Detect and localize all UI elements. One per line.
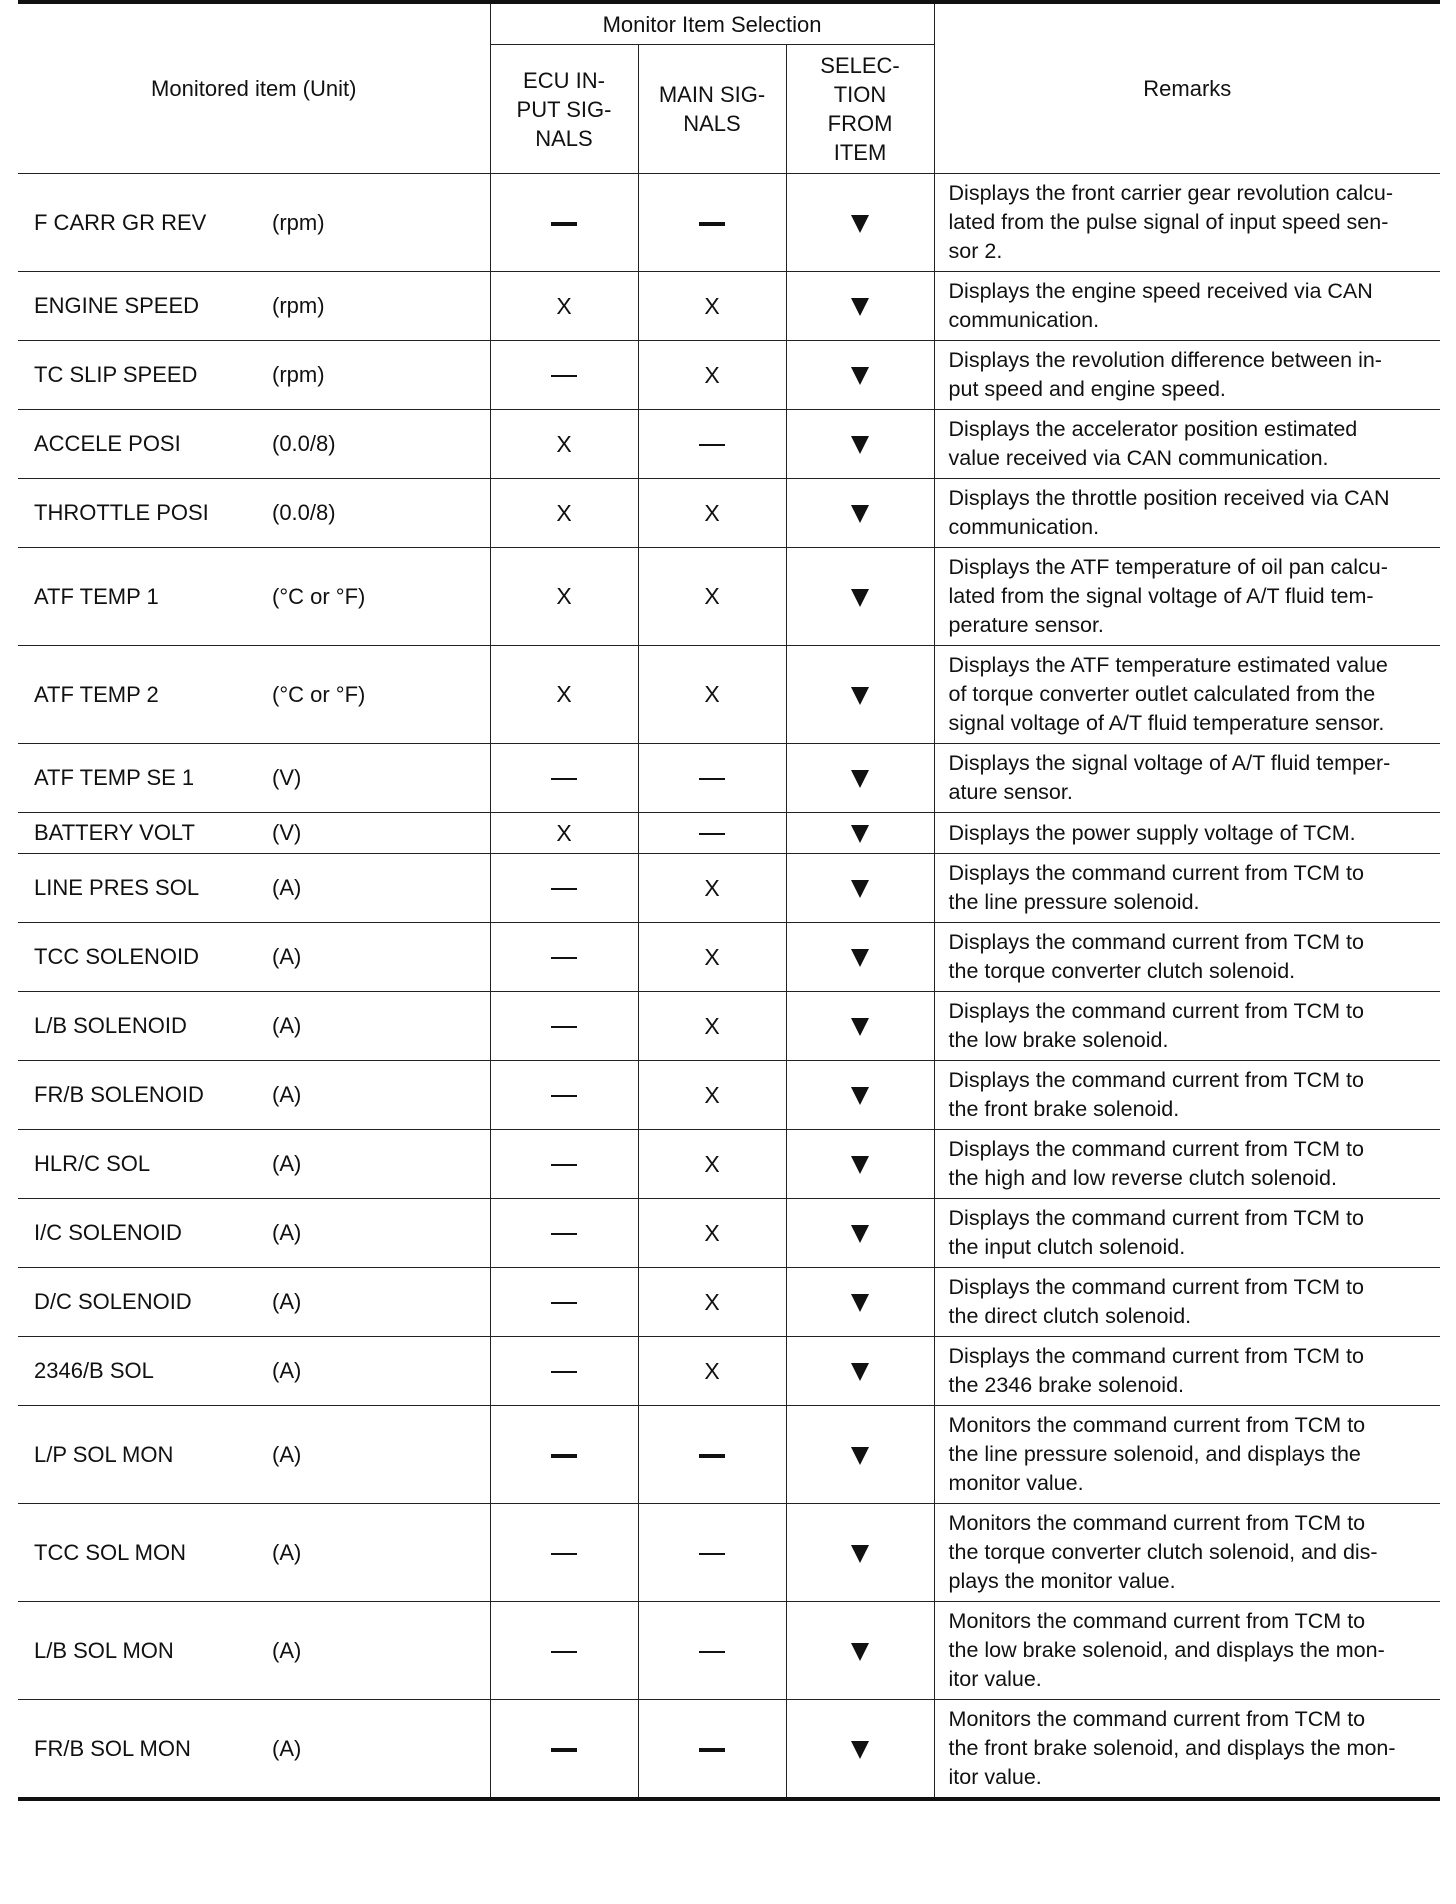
item-unit: (rpm) (272, 209, 325, 235)
ecu-input-signal-cell (490, 813, 638, 854)
not-included-dash (551, 1302, 577, 1304)
item-name: TC SLIP SPEED (34, 362, 198, 387)
table-row (18, 1406, 1440, 1504)
selection-from-item-cell (786, 548, 934, 646)
main-signal-cell (638, 646, 786, 744)
item-name: THROTTLE POSI (34, 500, 209, 525)
table-row (18, 174, 1440, 272)
item-name: TCC SOL MON (34, 1539, 186, 1565)
down-triangle-icon (851, 770, 869, 788)
down-triangle-icon (851, 880, 869, 898)
down-triangle-icon (851, 1363, 869, 1381)
remark-cell: Displays the command current from TCM to the low brake solenoid. (934, 992, 1440, 1061)
item-unit: (rpm) (272, 293, 325, 318)
item-unit: (°C or °F) (272, 681, 366, 707)
table-row (18, 1504, 1440, 1602)
main-signal-cell (638, 1504, 786, 1602)
monitored-item-cell (18, 854, 490, 923)
item-name: BATTERY VOLT (34, 820, 195, 845)
item-unit: (A) (272, 1539, 302, 1565)
selection-from-item-cell (786, 1268, 934, 1337)
included-mark: X (704, 1288, 720, 1315)
ecu-input-signal-cell (490, 174, 638, 272)
remark-cell: Displays the throttle position received via CAN communication. (934, 479, 1440, 548)
down-triangle-icon (851, 215, 869, 233)
selection-from-item-cell (786, 1700, 934, 1800)
item-name: F CARR GR REV (34, 209, 207, 235)
remark-cell: Displays the command current from TCM to the torque converter clutch solenoid. (934, 923, 1440, 992)
not-included-dash (699, 778, 725, 780)
ecu-input-signal-cell (490, 548, 638, 646)
remark-cell: Monitors the command current from TCM to the torque converter clutch solenoid, and dis- plays the monitor value. (934, 1504, 1440, 1602)
ecu-input-signal-cell (490, 1406, 638, 1504)
ecu-input-signal-cell (490, 1337, 638, 1406)
monitored-item-cell (18, 1268, 490, 1337)
included-mark: X (704, 292, 720, 319)
table-row (18, 813, 1440, 854)
not-included-dash (551, 888, 577, 890)
included-mark: X (556, 292, 572, 319)
remark-cell: Displays the power supply voltage of TCM. (934, 813, 1440, 854)
selection-from-item-cell (786, 174, 934, 272)
monitored-item-cell (18, 1130, 490, 1199)
remark-cell: Displays the accelerator position estimated value received via CAN communication. (934, 410, 1440, 479)
down-triangle-icon (851, 687, 869, 705)
table-body (18, 174, 1440, 1800)
monitored-item-cell (18, 174, 490, 272)
remark-cell: Displays the ATF temperature estimated value of torque converter outlet calculated from the signal voltage of A/T fluid temperature sensor. (934, 646, 1440, 744)
remark-cell: Displays the front carrier gear revolution calcu- lated from the pulse signal of input speed sen- sor 2. (934, 174, 1440, 272)
table-row (18, 1130, 1440, 1199)
table-row (18, 646, 1440, 744)
selection-from-item-cell (786, 854, 934, 923)
not-included-dash (699, 1553, 725, 1555)
main-signal-cell (638, 1337, 786, 1406)
item-name: L/B SOLENOID (34, 1013, 187, 1038)
not-included-dash (551, 1454, 577, 1458)
monitored-item-cell (18, 1504, 490, 1602)
down-triangle-icon (851, 1643, 869, 1661)
item-name: ATF TEMP 1 (34, 583, 159, 609)
item-unit: (A) (272, 1637, 302, 1663)
item-name: TCC SOLENOID (34, 944, 200, 969)
selection-from-item-cell (786, 1061, 934, 1130)
item-unit: (rpm) (272, 362, 325, 387)
main-signal-cell (638, 410, 786, 479)
monitored-item-cell (18, 410, 490, 479)
not-included-dash (699, 222, 725, 226)
monitored-item-cell (18, 1602, 490, 1700)
header-monitor-item-selection: Monitor Item Selection (490, 2, 934, 45)
monitored-item-cell (18, 813, 490, 854)
not-included-dash (551, 1748, 577, 1752)
not-included-dash (551, 1095, 577, 1097)
selection-from-item-cell (786, 479, 934, 548)
remark-cell: Monitors the command current from TCM to the line pressure solenoid, and displays the monitor value. (934, 1406, 1440, 1504)
monitored-item-cell (18, 1337, 490, 1406)
header-remarks: Remarks (934, 2, 1440, 174)
remark-cell: Displays the command current from TCM to the input clutch solenoid. (934, 1199, 1440, 1268)
down-triangle-icon (851, 1156, 869, 1174)
not-included-dash (551, 1233, 577, 1235)
ecu-input-signal-cell (490, 1061, 638, 1130)
selection-from-item-cell (786, 992, 934, 1061)
ecu-input-signal-cell (490, 1268, 638, 1337)
included-mark: X (704, 874, 720, 901)
ecu-input-signal-cell (490, 854, 638, 923)
monitored-item-cell (18, 479, 490, 548)
ecu-input-signal-cell (490, 992, 638, 1061)
selection-from-item-cell (786, 1602, 934, 1700)
down-triangle-icon (851, 1018, 869, 1036)
main-signal-cell (638, 548, 786, 646)
remark-cell: Displays the command current from TCM to the direct clutch solenoid. (934, 1268, 1440, 1337)
item-unit: (A) (272, 1289, 302, 1314)
included-mark: X (704, 361, 720, 388)
not-included-dash (551, 1026, 577, 1028)
table-row (18, 1602, 1440, 1700)
item-unit: (A) (272, 1013, 302, 1038)
item-unit: (A) (272, 1151, 302, 1176)
monitored-item-cell (18, 646, 490, 744)
included-mark: X (556, 583, 572, 609)
remark-cell: Displays the command current from TCM to the line pressure solenoid. (934, 854, 1440, 923)
main-signal-cell (638, 341, 786, 410)
included-mark: X (556, 499, 572, 526)
remark-cell: Displays the command current from TCM to the 2346 brake solenoid. (934, 1337, 1440, 1406)
table-row (18, 854, 1440, 923)
down-triangle-icon (851, 1087, 869, 1105)
table-row (18, 1337, 1440, 1406)
remark-cell: Monitors the command current from TCM to the low brake solenoid, and displays the mon- itor value. (934, 1602, 1440, 1700)
selection-from-item-cell (786, 1504, 934, 1602)
item-unit: (V) (272, 765, 302, 790)
down-triangle-icon (851, 589, 869, 607)
table-row (18, 410, 1440, 479)
down-triangle-icon (851, 436, 869, 454)
included-mark: X (704, 1357, 720, 1384)
included-mark: X (704, 1081, 720, 1108)
selection-from-item-cell (786, 341, 934, 410)
main-signal-cell (638, 1700, 786, 1800)
item-name: HLR/C SOL (34, 1151, 151, 1176)
not-included-dash (699, 444, 725, 446)
item-unit: (A) (272, 1441, 302, 1467)
main-signal-cell (638, 1602, 786, 1700)
down-triangle-icon (851, 298, 869, 316)
main-signal-cell (638, 923, 786, 992)
item-name: ATF TEMP SE 1 (34, 765, 195, 790)
item-unit: (°C or °F) (272, 583, 366, 609)
item-unit: (A) (272, 1082, 302, 1107)
table-row (18, 479, 1440, 548)
main-signal-cell (638, 1130, 786, 1199)
monitored-item-cell (18, 272, 490, 341)
table-row (18, 923, 1440, 992)
monitored-item-cell (18, 341, 490, 410)
monitored-item-cell (18, 1700, 490, 1800)
ecu-input-signal-cell (490, 923, 638, 992)
ecu-input-signal-cell (490, 479, 638, 548)
item-unit: (A) (272, 1220, 302, 1245)
included-mark: X (556, 681, 572, 707)
remark-cell: Monitors the command current from TCM to the front brake solenoid, and displays the mon- itor value. (934, 1700, 1440, 1800)
main-signal-cell (638, 174, 786, 272)
item-name: FR/B SOL MON (34, 1735, 191, 1761)
monitored-item-cell (18, 1061, 490, 1130)
ecu-input-signal-cell (490, 410, 638, 479)
ecu-input-signal-cell (490, 1130, 638, 1199)
monitored-item-cell (18, 744, 490, 813)
not-included-dash (699, 833, 725, 835)
header-monitored-item: Monitored item (Unit) (18, 2, 490, 174)
item-name: ENGINE SPEED (34, 293, 200, 318)
table-row (18, 272, 1440, 341)
header-ecu-input-signals: ECU IN- PUT SIG- NALS (490, 45, 638, 174)
included-mark: X (704, 1150, 720, 1177)
monitored-item-cell (18, 1406, 490, 1504)
down-triangle-icon (851, 949, 869, 967)
included-mark: X (704, 583, 720, 609)
down-triangle-icon (851, 1225, 869, 1243)
main-signal-cell (638, 992, 786, 1061)
ecu-input-signal-cell (490, 1700, 638, 1800)
item-unit: (0.0/8) (272, 500, 336, 525)
main-signal-cell (638, 1268, 786, 1337)
main-signal-cell (638, 854, 786, 923)
down-triangle-icon (851, 1294, 869, 1312)
down-triangle-icon (851, 1545, 869, 1563)
selection-from-item-cell (786, 410, 934, 479)
included-mark: X (704, 943, 720, 970)
selection-from-item-cell (786, 744, 934, 813)
remark-cell: Displays the command current from TCM to the front brake solenoid. (934, 1061, 1440, 1130)
not-included-dash (699, 1651, 725, 1653)
main-signal-cell (638, 1061, 786, 1130)
remark-cell: Displays the signal voltage of A/T fluid temper- ature sensor. (934, 744, 1440, 813)
item-name: L/P SOL MON (34, 1441, 174, 1467)
not-included-dash (699, 1454, 725, 1458)
remark-cell: Displays the engine speed received via CAN communication. (934, 272, 1440, 341)
not-included-dash (551, 1371, 577, 1373)
item-name: LINE PRES SOL (34, 875, 200, 900)
not-included-dash (551, 957, 577, 959)
item-name: ACCELE POSI (34, 431, 181, 456)
not-included-dash (551, 375, 577, 377)
monitored-item-cell (18, 548, 490, 646)
item-name: D/C SOLENOID (34, 1289, 192, 1314)
selection-from-item-cell (786, 813, 934, 854)
ecu-input-signal-cell (490, 744, 638, 813)
included-mark: X (704, 1219, 720, 1246)
ecu-input-signal-cell (490, 272, 638, 341)
remark-cell: Displays the ATF temperature of oil pan calcu- lated from the signal voltage of A/T fluid tem- perature sensor. (934, 548, 1440, 646)
table-row (18, 1199, 1440, 1268)
down-triangle-icon (851, 1447, 869, 1465)
item-unit: (A) (272, 875, 302, 900)
selection-from-item-cell (786, 1199, 934, 1268)
table-row (18, 1061, 1440, 1130)
included-mark: X (704, 1012, 720, 1039)
item-name: L/B SOL MON (34, 1637, 174, 1663)
not-included-dash (551, 222, 577, 226)
item-unit: (A) (272, 1735, 302, 1761)
item-unit: (A) (272, 944, 302, 969)
item-name: FR/B SOLENOID (34, 1082, 204, 1107)
not-included-dash (551, 1651, 577, 1653)
included-mark: X (704, 499, 720, 526)
not-included-dash (551, 1164, 577, 1166)
ecu-input-signal-cell (490, 646, 638, 744)
table-header (18, 2, 1440, 174)
item-name: 2346/B SOL (34, 1358, 154, 1383)
included-mark: X (556, 819, 572, 846)
ecu-input-signal-cell (490, 341, 638, 410)
included-mark: X (704, 681, 720, 707)
selection-from-item-cell (786, 272, 934, 341)
selection-from-item-cell (786, 923, 934, 992)
selection-from-item-cell (786, 646, 934, 744)
table-row (18, 744, 1440, 813)
monitored-item-cell (18, 992, 490, 1061)
down-triangle-icon (851, 1741, 869, 1759)
not-included-dash (551, 778, 577, 780)
table-row (18, 1268, 1440, 1337)
main-signal-cell (638, 1406, 786, 1504)
monitor-item-table-page (18, 0, 1440, 1801)
not-included-dash (551, 1553, 577, 1555)
ecu-input-signal-cell (490, 1602, 638, 1700)
main-signal-cell (638, 272, 786, 341)
down-triangle-icon (851, 825, 869, 843)
table-row (18, 341, 1440, 410)
down-triangle-icon (851, 367, 869, 385)
table-row (18, 992, 1440, 1061)
main-signal-cell (638, 813, 786, 854)
monitor-item-table (18, 0, 1440, 1801)
item-unit: (0.0/8) (272, 431, 336, 456)
not-included-dash (699, 1748, 725, 1752)
item-name: ATF TEMP 2 (34, 681, 159, 707)
item-unit: (V) (272, 820, 302, 845)
selection-from-item-cell (786, 1130, 934, 1199)
remark-cell: Displays the revolution difference between in- put speed and engine speed. (934, 341, 1440, 410)
header-main-signals: MAIN SIG- NALS (638, 45, 786, 174)
down-triangle-icon (851, 505, 869, 523)
table-row (18, 548, 1440, 646)
remark-cell: Displays the command current from TCM to the high and low reverse clutch solenoid. (934, 1130, 1440, 1199)
item-name: I/C SOLENOID (34, 1220, 182, 1245)
included-mark: X (556, 430, 572, 457)
monitored-item-cell (18, 923, 490, 992)
main-signal-cell (638, 479, 786, 548)
monitored-item-cell (18, 1199, 490, 1268)
ecu-input-signal-cell (490, 1199, 638, 1268)
main-signal-cell (638, 744, 786, 813)
selection-from-item-cell (786, 1337, 934, 1406)
ecu-input-signal-cell (490, 1504, 638, 1602)
main-signal-cell (638, 1199, 786, 1268)
header-selection-from-item: SELEC- TION FROM ITEM (786, 45, 934, 174)
selection-from-item-cell (786, 1406, 934, 1504)
item-unit: (A) (272, 1358, 302, 1383)
table-row (18, 1700, 1440, 1800)
